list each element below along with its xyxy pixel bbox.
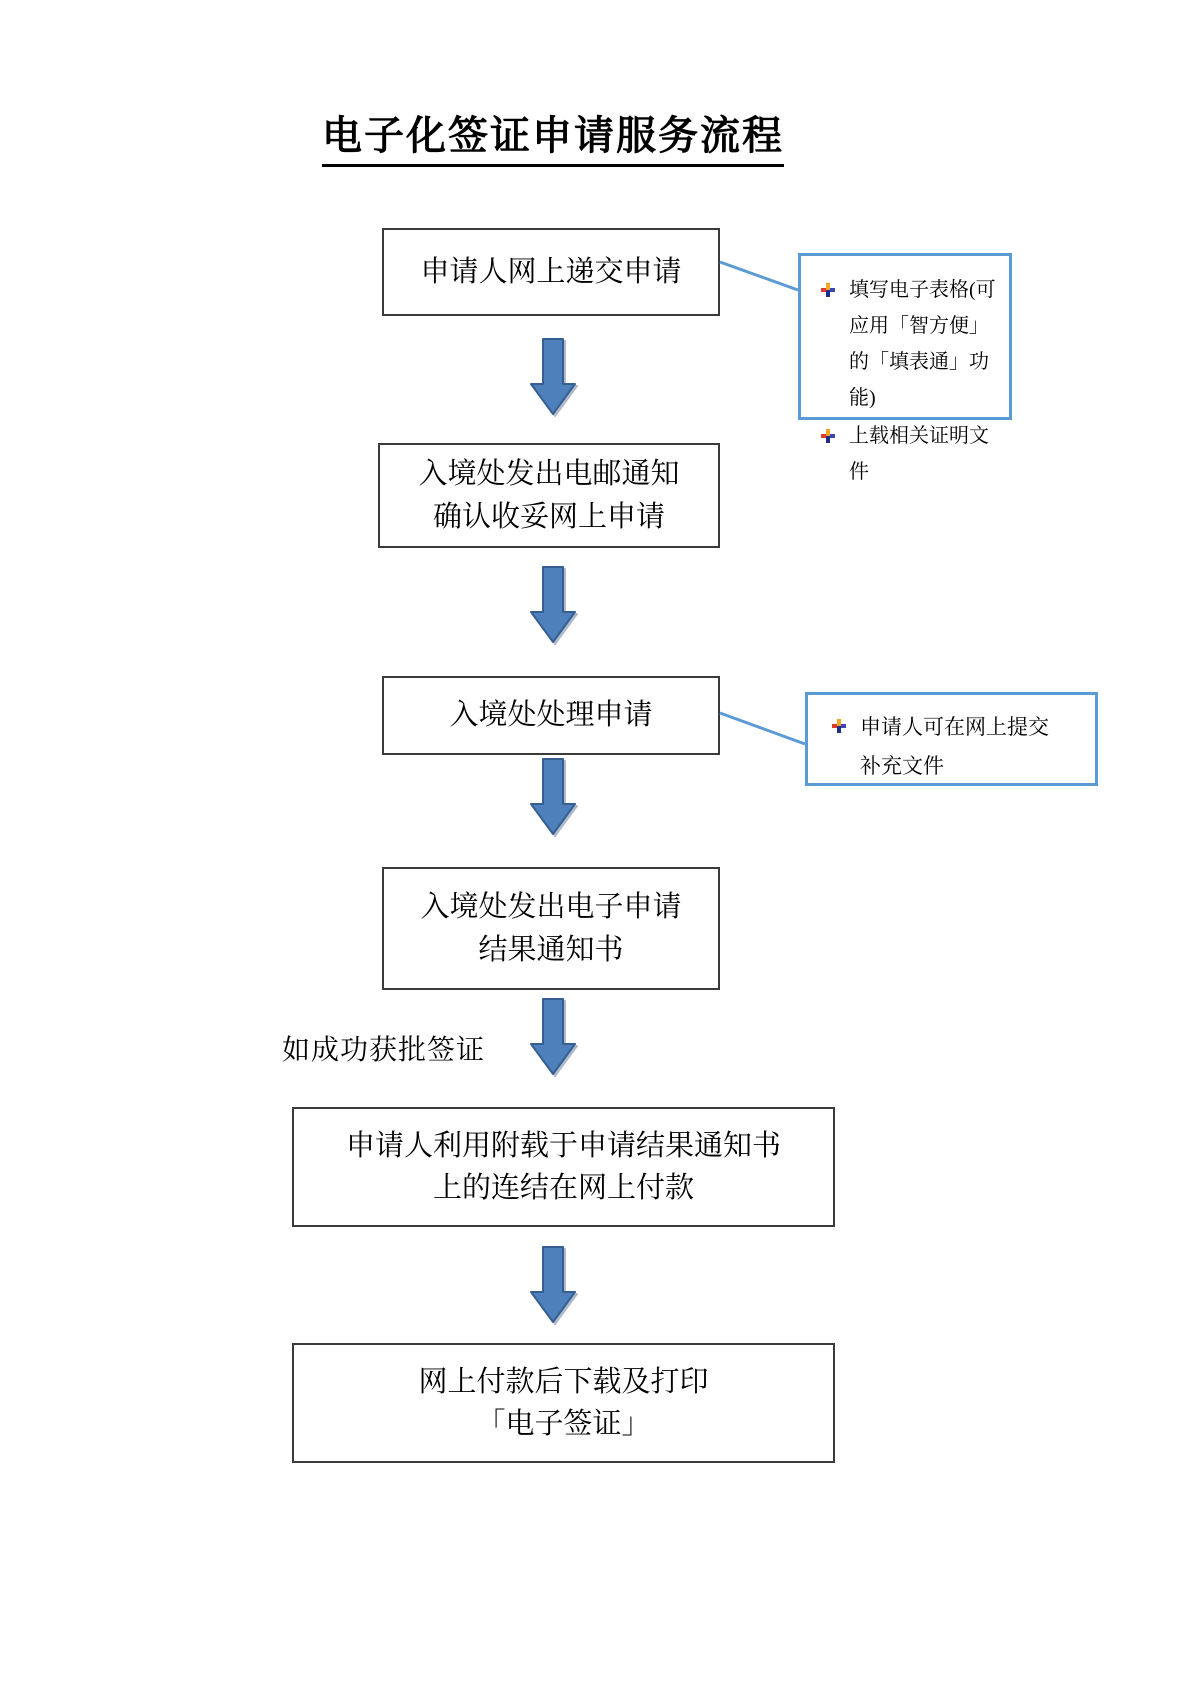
flow-step-4 (382, 867, 720, 990)
flow-step-2-line: 确认收妥网上申请 (432, 500, 665, 533)
callout-step-1-notes (798, 253, 1012, 483)
callout-text: 填写电子表格(可应用「智方便」的「填表通」功能) (849, 279, 996, 409)
callout-item (817, 272, 1001, 416)
flow-step-5 (292, 1107, 835, 1227)
flow-step-6 (292, 1343, 835, 1463)
flow-step-1-line: 申请人网上递交申请 (420, 255, 682, 288)
four-color-bullet-icon (821, 283, 835, 297)
callout-step-3-notes (805, 692, 1098, 786)
page-title: 电子化签证申请服务流程 (322, 104, 784, 167)
flow-step-3 (382, 676, 720, 755)
down-arrow-icon (530, 758, 576, 836)
flow-step-5-line: 上的连结在网上付款 (432, 1172, 694, 1204)
connector-line-2 (718, 707, 807, 750)
flow-step-2 (378, 443, 720, 548)
flow-step-3-line: 入境处处理申请 (449, 699, 653, 732)
flow-step-4-line: 结果通知书 (478, 933, 624, 966)
flow-step-1 (382, 228, 720, 316)
callout-item (817, 418, 1001, 490)
four-color-bullet-icon (821, 429, 835, 443)
flow-step-6-line: 「电子签证」 (476, 1408, 651, 1440)
callout-item (828, 708, 1087, 786)
branch-condition-label: 如成功获批签证 (282, 1035, 486, 1066)
flow-step-5-line: 申请人利用附载于申请结果通知书 (345, 1129, 781, 1162)
down-arrow-icon (530, 338, 576, 416)
connector-line-1 (718, 256, 800, 296)
flow-step-4-line: 入境处发出电子申请 (420, 891, 682, 924)
down-arrow-icon (530, 1246, 576, 1324)
down-arrow-icon (530, 566, 576, 644)
callout-text: 上载相关证明文件 (849, 425, 989, 483)
down-arrow-icon (530, 998, 576, 1076)
flow-step-2-line: 入境处发出电邮通知 (418, 458, 680, 491)
callout-text: 申请人可在网上提交补充文件 (860, 715, 1049, 778)
four-color-bullet-icon (832, 719, 846, 733)
flow-step-6-line: 网上付款后下载及打印 (418, 1365, 709, 1398)
